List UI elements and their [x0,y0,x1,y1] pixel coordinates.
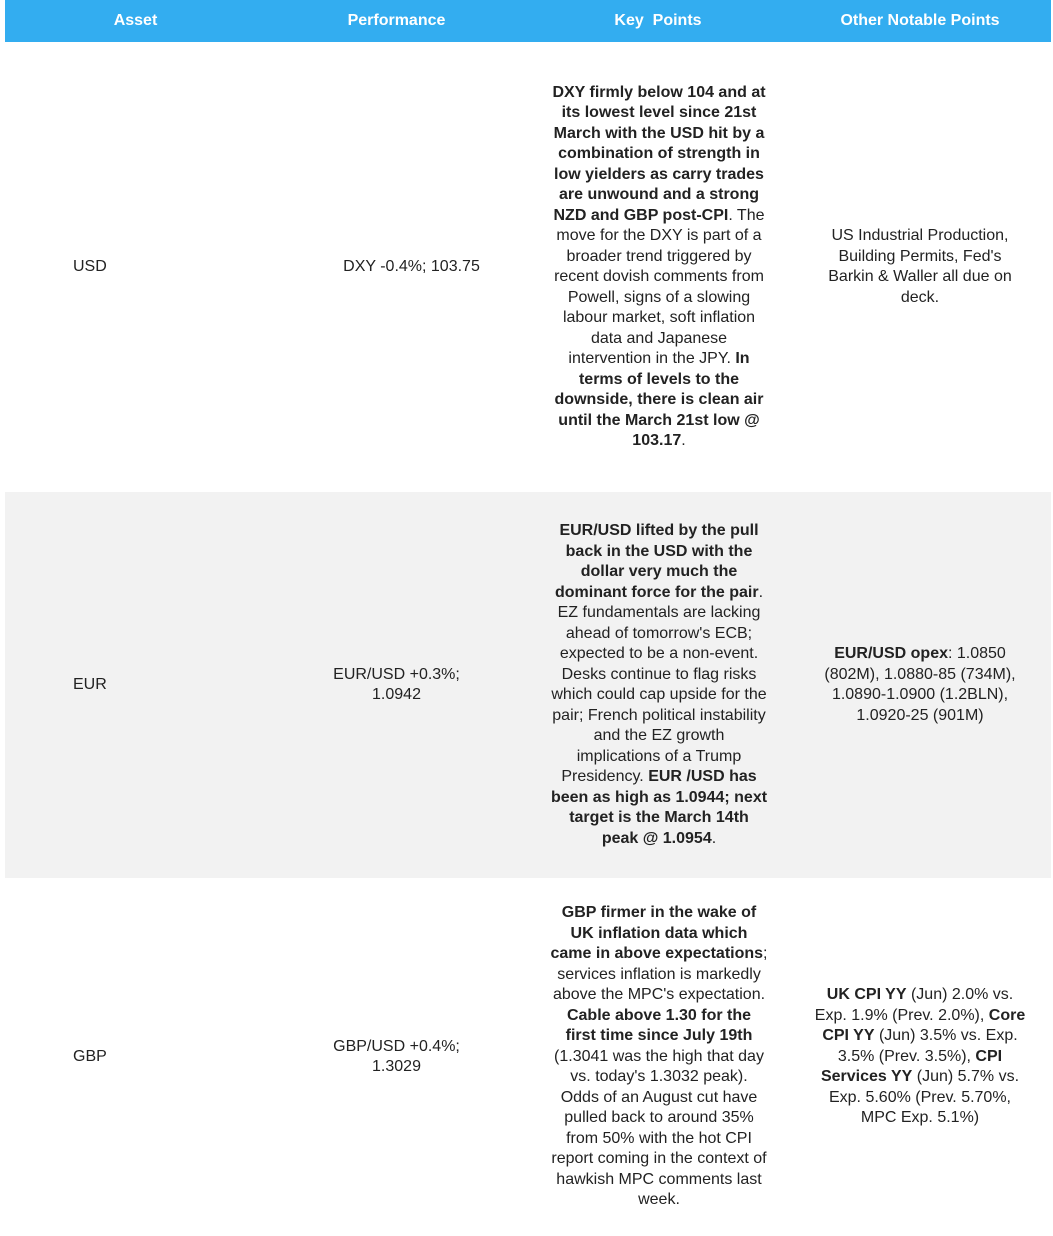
performance-cell [266,42,527,492]
key-points-text [548,521,768,849]
bold-text-segment: UK CPI YY [826,986,907,1004]
bold-text-segment: In terms of levels to the downside, there is clean air until the March 21st low @ 103.17 [554,350,764,449]
bold-text-segment: GBP firmer in the wake of UK inflation data which came in above expectations [550,904,764,963]
bold-text-segment: DXY firmly below 104 and at its lowest level since 21st March with the USD hit by a combination of strength in low yielders as carry trades are unwound and a strong NZD and GBP post-CPI [552,83,766,224]
key-points-cell [527,878,789,1236]
bold-text-segment: Core CPI YY [822,1006,1026,1045]
key-points-cell [527,42,789,492]
bold-text-segment: EUR/USD opex [834,645,948,662]
text-segment: . The move for the DXY is part of a broader trend triggered by recent dovish comments from Powell, signs of a slowing labour market, soft inflation data and Japanese intervention in the JPY. [554,206,765,367]
text-segment: (1.3041 was the high that day vs. today's 1.3032 peak). Odds of an August cut have pulled back to around 35% from 50% with the hot CPI report coming in the context of hawkish MPC comments last week. [551,1047,767,1209]
bold-text-segment: CPI Services YY [820,1047,1003,1086]
text-segment: ; services inflation is markedly above the MPC's expectation. [552,945,768,1004]
text-segment: . [711,829,717,847]
table-row-gbp [5,878,1051,1236]
performance-text: GBP/USD +0.4%; 1.3029 [333,1037,460,1075]
performance-cell [266,878,527,1236]
text-segment: : 1.0850 (802M), 1.0880-85 (734M), 1.0890-1.0900 (1.2BLN), 1.0920-25 (901M) [824,645,1016,724]
header-performance: Performance [266,0,527,42]
text-segment: (Jun) 5.7% vs. Exp. 5.60% (Prev. 5.70%, MPC Exp. 5.1%) [828,1068,1020,1127]
bold-text-segment: EUR /USD has been as high as 1.0944; next target is the March 14th peak @ 1.0954 [550,768,768,847]
bold-text-segment: Cable above 1.30 for the first time since July 19th [565,1006,753,1045]
bold-text-segment: EUR/USD lifted by the pull back in the USD with the dollar very much the dominant force for the pair [554,522,759,601]
header-key-points: Key Points [527,0,789,42]
other-points-text [809,644,1031,726]
table-row-usd [5,42,1051,492]
performance-cell [266,492,527,878]
key-points-cell [527,492,789,878]
other-points-text [813,985,1028,1129]
asset-cell: EUR [5,492,266,878]
fx-summary-table [5,0,1051,1236]
header-other-notable-points: Other Notable Points [789,0,1051,42]
other-points-text [814,226,1026,308]
table-row-eur [5,492,1051,878]
text-segment: (Jun) 3.5% vs. Exp. 3.5% (Prev. 3.5%), [837,1027,1018,1065]
other-points-cell [789,878,1051,1236]
text-segment: (Jun) 2.0% vs. Exp. 1.9% (Prev. 2.0%), [814,986,1014,1024]
header-row [5,0,1051,42]
key-points-text [548,903,768,1211]
other-points-cell [789,42,1051,492]
text-segment: . EZ fundamentals are lacking ahead of tomorrow's ECB; expected to be a non-event. Desks continue to flag risks which could cap upside for the pair; French political instability and the EZ growth implications of a Trump Presidency. [551,583,767,785]
asset-cell: USD [73,257,107,275]
other-points-cell [789,492,1051,878]
text-segment: . [681,432,686,449]
asset-cell: GBP [73,1047,107,1065]
performance-text: DXY -0.4%; 103.75 [343,257,480,275]
header-asset: Asset [5,0,266,42]
key-points-text [548,83,768,452]
text-segment: US Industrial Production, Building Permits, Fed's Barkin & Waller all due on deck. [828,227,1012,306]
performance-text: EUR/USD +0.3%; 1.0942 [333,665,460,703]
